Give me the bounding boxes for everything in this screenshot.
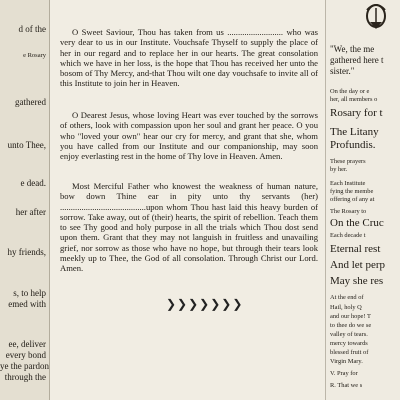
- body-line: Each Institute: [330, 180, 366, 187]
- prayer-item: Eternal rest: [330, 243, 381, 255]
- left-fragment: gathered: [15, 97, 46, 107]
- left-fragment: ee, deliver: [8, 339, 46, 349]
- prayer-text: O Dearest Jesus, whose loving Heart was ever touched by the sorrows of others, look with compassion upon her soul and grant her peace. O you who "loved your own" hear our cry for mercy, and grant that she, whom you have called from our Institute and our companionship, may soon enjoy everlasting rest in the home of Thy love in Heaven. Amen.: [60, 110, 318, 162]
- left-panel: [0, 0, 50, 400]
- quote-line: gathered here t: [330, 55, 384, 65]
- body-line: valley of tears.: [330, 331, 368, 338]
- body-line: At the end of: [330, 294, 364, 301]
- left-fragment: d of the: [18, 24, 46, 34]
- prayer-text: O Sweet Saviour, Thou has taken from us .......................... who was very dear to us in our Institute. Vouchsafe Thyself to supply the place of her in our regard and to replace her in our hearts. The great consolation which we have in her loss, is the hope that Thou has received her unto the bosom of Thy Mercy, and-that Thou wilt one day vouchsafe to invite all of this Institute to join her in Heaven.: [60, 27, 318, 89]
- left-fragment: through the: [4, 372, 46, 382]
- left-fragment: e Rosary: [23, 52, 46, 59]
- prayer-item: And let perp: [330, 259, 385, 271]
- prayer-text: Most Merciful Father who knowest the weakness of human nature, bow down Thine ear in pity unto thy servants (her) ........................................upon whom Thou hast laid this heavy burden of sorrow. Take away, out of (their) hearts, the spirit of rebellion. Teach them to see Thy good and holy purpose in all the trials which Thou dost send upon them. Grant that they may not languish in fruitless and unavailing grief, nor sorrow as those who have no hope, but through their tears look meekly up to Thee, the God of all consolation. Through Christ our Lord. Amen.: [60, 181, 318, 274]
- prayer-item: Profundis.: [330, 139, 376, 151]
- left-fragment: e dead.: [20, 178, 46, 188]
- body-line: to thee do we se: [330, 322, 372, 329]
- body-line: These prayers: [330, 158, 366, 165]
- left-fragment: her after: [15, 207, 46, 217]
- prayer-item: The Litany: [330, 126, 379, 138]
- ornament-divider: ❯❯❯❯❯❯❯: [166, 297, 244, 311]
- left-fragment: ye the pardon: [0, 361, 49, 371]
- body-line: Each decade t: [330, 232, 366, 239]
- left-fragment: s, to help: [13, 288, 46, 298]
- left-fragment: emed with: [8, 299, 46, 309]
- prayer-item: On the Cruc: [330, 217, 384, 229]
- note-line: On the day or e: [330, 88, 370, 95]
- body-line: fying the membe: [330, 188, 374, 195]
- prayer-paragraph: [60, 181, 318, 274]
- body-line: Hail, holy Q: [330, 304, 362, 311]
- prayer-item: May she res: [330, 275, 384, 287]
- note-line: her, all members o: [330, 96, 378, 103]
- prayer-item: Rosary for t: [330, 107, 383, 119]
- body-line: and our hope! T: [330, 313, 371, 320]
- right-panel: [326, 0, 400, 400]
- body-line: V. Pray for: [330, 370, 358, 377]
- body-line: offering of any at: [330, 196, 375, 203]
- quote-line: "We, the me: [330, 44, 375, 54]
- body-line: blessed fruit of: [330, 349, 369, 356]
- prayer-paragraph: [60, 27, 318, 89]
- body-line: R. That we s: [330, 382, 363, 389]
- body-line: The Rosary to: [330, 208, 367, 215]
- prayer-paragraph: [60, 110, 318, 161]
- left-fragment: every bond: [5, 350, 46, 360]
- left-fragment: hy friends,: [7, 247, 46, 257]
- quote-line: sister.": [330, 66, 355, 76]
- body-line: by her.: [330, 166, 348, 173]
- left-fragment: unto Thee,: [7, 140, 46, 150]
- crest-emblem-icon: [362, 2, 390, 32]
- center-panel: [50, 0, 326, 400]
- body-line: mercy towards: [330, 340, 368, 347]
- body-line: Virgin Mary.: [330, 358, 363, 365]
